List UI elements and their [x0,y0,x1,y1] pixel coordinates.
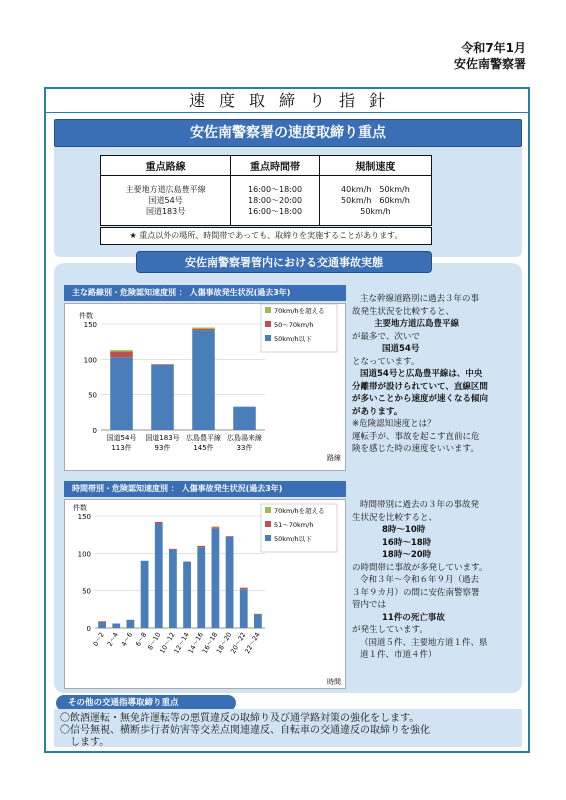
legend-swatch [265,307,271,313]
other-item: 〇信号無視、横断歩行者妨害等交差点関連違反、自転車の交通違反の取締りを強化 [60,725,430,736]
bar-segment [155,523,163,628]
bar-segment [98,621,106,622]
x-tick-label: 10〜12 [158,631,177,655]
y-tick-label: 0 [86,625,91,633]
chart1-box [64,303,346,471]
time-2: 18:00〜20:00 [247,196,303,205]
speeds-cell [319,176,431,226]
y-tick-label: 100 [77,550,91,559]
x-tick-label: 4〜6 [119,631,135,648]
y-tick-label: 0 [92,427,97,435]
priority-table-row [101,176,432,226]
bar-segment [110,357,133,430]
x-tick-label: 18〜20 [214,631,234,655]
x-tick-label: 20〜22 [229,631,248,655]
route-2: 国道54号 [148,196,183,205]
text1-line: 主要地方道広島豊平線 [374,319,460,329]
routes-cell [101,176,231,226]
x-tick-label: 14〜16 [186,631,205,655]
total-label: 33件 [236,444,253,452]
accident-banner: 安佐南警察署管内における交通事故実態 [136,251,432,273]
time-3: 16:00〜18:00 [247,207,303,216]
x-tick-label: 国道183号 [145,434,180,442]
x-tick-label: 12〜14 [172,631,191,655]
route-chart [65,304,345,470]
chart2-box [64,499,346,689]
times-cell [231,176,320,226]
x-tick-label: 8〜10 [146,631,163,652]
text1-line: 主な幹線道路別に過去３年の事 [360,294,480,304]
y-axis-label: 件数 [73,504,87,512]
legend-swatch [265,507,271,513]
col-speed: 規制速度 [319,156,431,176]
text1-line: ※危険認知速度とは？ [352,419,436,429]
bar-segment [197,547,205,628]
legend-label: 51〜70km/h [274,521,314,529]
chart1-title: 主な路線別・危険認知速度別 ： 人傷事故発生状況(過去3年) [64,285,346,301]
legend-label: 50km/h以下 [274,535,312,543]
total-label: 93件 [154,444,171,452]
bar-segment [212,529,220,628]
text2-line: 16時〜18時 [382,537,432,548]
text2-line: 時間帯別に過去の３年の事故発 [360,500,480,510]
x-tick-label: 0〜2 [91,631,106,648]
legend-swatch [265,521,271,527]
bar-segment [110,350,133,351]
text2-line: 8時〜10時 [382,525,426,535]
text1-line: 運転手が、事故を起こす直前に危 [352,431,480,442]
legend-swatch [265,321,271,327]
bar-segment [155,522,163,523]
col-route: 重点路線 [101,156,231,176]
x-tick-label: 6〜8 [133,631,149,648]
x-tick-label: 国道54号 [106,434,137,442]
priority-note: ★ 重点以外の場所、時間帯であっても、取締りを実施することがあります。 [100,227,432,245]
bar-segment [192,328,215,329]
text2-line: 道１件、市道４件） [360,650,437,660]
bar-segment [183,562,191,628]
x-tick-label: 広島湯来線 [227,434,262,442]
bar-segment [112,624,120,628]
text1-line: 故発生状況を比較すると、 [352,306,455,317]
priority-banner: 安佐南警察署の速度取締り重点 [54,119,522,147]
text2-line: ３年９カ月）の間に安佐南警察署 [352,587,480,598]
text1-line: があります。 [352,406,403,417]
issue-date: 令和7年1月 [461,41,526,55]
bar-segment [192,330,215,430]
bar-segment [169,550,177,628]
bar-segment [254,614,262,615]
legend-swatch [265,335,271,341]
y-tick-label: 150 [77,513,91,521]
page-title: 速度取締り指針 [46,89,528,113]
other-panel [54,709,522,747]
speed-1: 40km/h 50km/h [341,185,410,194]
document-frame [44,87,530,753]
y-tick-label: 100 [83,356,97,365]
total-label: 113件 [111,444,132,452]
bar-segment [192,329,215,330]
legend-swatch [265,535,271,541]
other-item: します。 [70,737,110,748]
bar-segment [212,526,220,527]
y-axis-label: 件数 [79,312,93,320]
text1-line: が多いことから速度が速くなる傾向 [352,394,489,404]
text2-line: 令和３年〜令和６年９月（過去 [360,575,480,585]
priority-table-header [101,156,432,176]
time-chart [65,500,345,688]
bar-segment [141,561,149,628]
chart2-title: 時間帯別・危険認知速度別 ： 人傷事故発生状況(過去3年) [64,481,346,497]
bar-segment [240,588,248,589]
text1-line: 分離帯が設けられていて、直線区間 [352,381,488,392]
bar-segment [110,352,133,358]
x-tick-label: 広島豊平線 [186,434,221,442]
other-item: 〇飲酒運転・無免許運転等の悪質違反の取締り及び通学路対策の強化をします。 [60,713,420,724]
route-1: 主要地方道広島豊平線 [125,185,206,194]
x-tick-label: 2〜4 [105,631,120,648]
bar-segment [98,622,106,628]
col-time: 重点時間帯 [231,156,320,176]
legend-label: 50〜70km/h [274,321,314,329]
speed-3: 50km/h [360,207,391,216]
text2-line: 管内では [352,600,387,610]
x-tick-label: 22〜24 [243,631,262,655]
text2-line: 18時〜20時 [382,550,432,560]
time-1: 16:00〜18:00 [247,185,303,194]
bar-segment [212,527,220,528]
text1-line: 険を感じた時の速度をいいます。 [352,444,479,454]
priority-panel [54,119,522,257]
header-block [454,40,526,72]
route-analysis-text [352,293,520,456]
x-tick-label: 16〜18 [200,631,220,655]
bar-segment [151,364,174,365]
text1-line: が最多で、次いで [352,331,420,342]
y-tick-label: 50 [82,587,91,596]
bar-segment [240,589,248,628]
bar-segment [127,620,135,628]
text1-line: となっています。 [352,356,420,367]
bar-segment [151,365,174,430]
other-heading: その他の交通指導取締り重点 [56,695,236,711]
text2-line: （国道５件、主要地方道１件、県 [360,637,488,648]
issuing-org: 安佐南警察署 [453,57,526,71]
bar-segment [169,549,177,550]
y-tick-label: 150 [83,321,97,329]
bar-segment [197,546,205,547]
priority-table [100,155,432,226]
bar-segment [233,407,256,430]
y-tick-label: 50 [88,391,97,400]
legend-label: 70km/hを超える [274,507,325,515]
text2-line: 11件の死亡事故 [382,612,445,623]
speed-2: 50km/h 60km/h [341,196,410,205]
text2-line: の時間帯に事故が多発しています。 [352,562,488,573]
route-3: 国道183号 [145,207,186,216]
time-analysis-text [352,499,520,662]
bar-segment [226,537,234,628]
text2-line: 生状況を比較すると、 [352,512,438,523]
text1-line: 国道54号と広島豊平線は、中央 [360,369,483,379]
bar-segment [226,536,234,537]
text2-line: が発生しています。 [352,625,428,635]
x-axis-label: 時間 [327,678,341,686]
legend-label: 70km/hを超える [274,307,325,315]
legend-label: 50km/h以下 [274,335,312,343]
bar-segment [254,615,262,628]
total-label: 145件 [193,444,214,452]
x-axis-label: 路線 [327,454,341,462]
text1-line: 国道54号 [382,344,420,354]
